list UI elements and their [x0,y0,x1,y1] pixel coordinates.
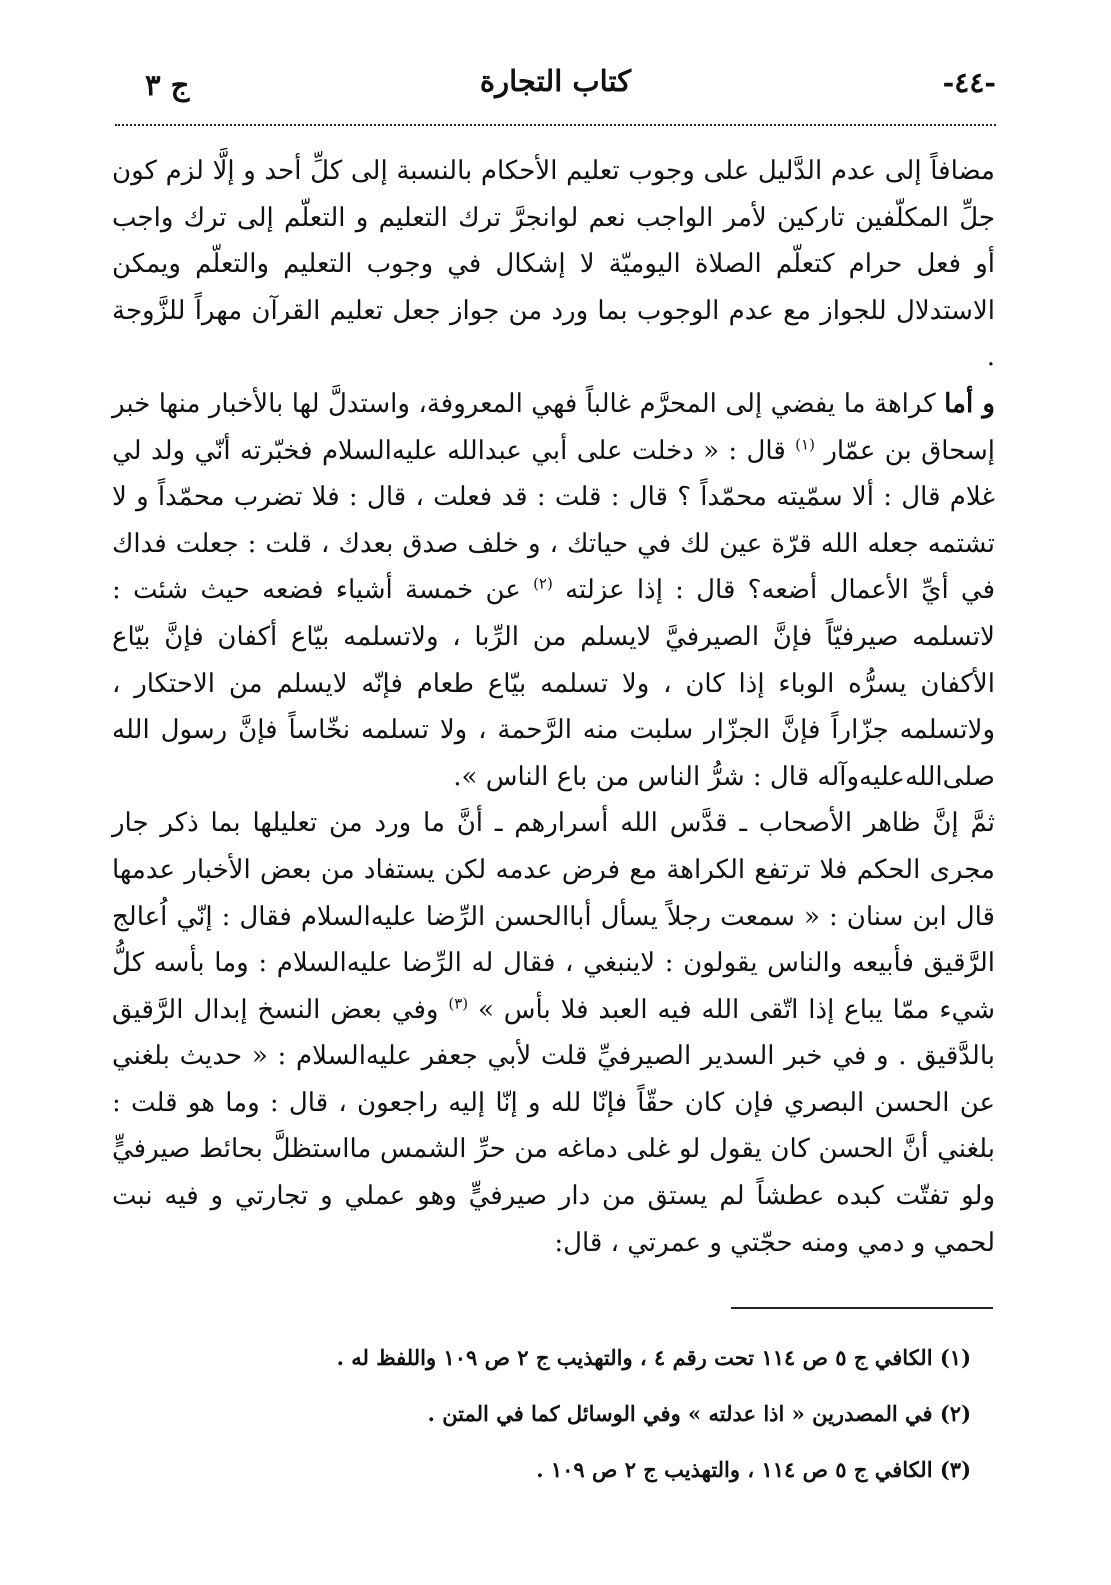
footnote-ref-3: (٣) [448,994,469,1013]
paragraph-2-part-b: قال : « دخلت على أبي عبدالله عليه‌السلام فخبّرته أنّي ولد لي غلام قال : ألا سمّيته محمّداً ؟ قال : قلت : قد فعلت ، قال : فلا تضرب محمّداً و لا تشتمه جعله الله قرّة عين لك في حياتك ، و خلف صدق بعدك ، قلت : جعلت فداك في أيِّ الأعمال أضعه؟ قال : إذا عزلته [112,435,996,606]
book-title: كتاب التجارة [479,64,632,98]
paragraph-3 [112,800,995,1266]
footnotes [112,1330,971,1498]
paragraph-2-part-c: عن خمسة أشياء فضعه حيث شئت : لاتسلمه صيرفيّاً فإنَّ الصيرفيَّ لايسلم من الرِّبا ، ولاتسلمه بيّاع أكفان فإنَّ بيّاع الأكفان يسرُّه الوباء إذا كان ، ولا تسلمه بيّاع طعام فإنّه لايسلم من الاحتكار ، ولاتسلمه جزّاراً فإنَّ الجزّار سلبت منه الرَّحمة ، ولا تسلمه نخّاساً فإنَّ رسول الله صلى‌الله‌عليه‌وآله قال : شرُّ الناس من باع الناس ». [112,575,995,792]
footnote-3: (٣) الكافي ج ٥ ص ١١٤ ، والتهذيب ج ٢ ص ١٠٩ . [536,1457,971,1482]
paragraph-3-part-b: وفي بعض النسخ إبدال الرَّقيق بالدَّقيق . و في خبر السدير الصيرفيِّ قلت لأبي جعفر عليه‌السلام : « حديث بلغني عن الحسن البصري فإن كان حقّاً فإنّا لله و إنّا إليه راجعون ، قال : وما هو قلت : بلغني أنَّ الحسن كان يقول لو غلى دماغه من حرِّ الشمس مااستظلَّ بحائط صيرفيٍّ ولو تفتّت كبده عطشاً لم يستق من دار صيرفيٍّ وهو عملي و تجارتي و فيه نبت لحمي و دمي ومنه حجّتي و عمرتي ، قال: [112,994,995,1258]
paragraph-1: مضافاً إلى عدم الدَّليل على وجوب تعليم الأحكام بالنسبة إلى كلِّ أحد و إلَّا لزم كون جلِّ المكلّفين تاركين لأمر الواجب نعم لوانجرَّ ترك التعليم و التعلّم إلى ترك واجب أو فعل حرام كتعلّم الصلاة اليوميّة لا إشكال في وجوب التعليم والتعلّم ويمكن الاستدلال للجواز مع عدم الوجوب بما ورد من جواز جعل تعليم القرآن مهراً للزَّوجة . [112,156,995,373]
paragraph-2 [112,381,995,800]
paragraph-lead: و أما [944,388,995,419]
paragraph-3-part-a: ثمَّ إنَّ ظاهر الأصحاب ـ قدَّس الله أسرارهم ـ أنَّ ما ورد من تعليلها بما ذكر جار مجرى الحكم فلا ترتفع الكراهة مع فرض عدمه لكن يستفاد من بعض الأخبار عدمها قال ابن سنان : « سمعت رجلاً يسأل أباالحسن الرِّضا عليه‌السلام فقال : إنّي اُعالج الرَّقيق فأبيعه والناس يقولون : لاينبغي ، فقال له الرِّضا عليه‌السلام : وما بأسه كلُّ شيء ممّا يباع إذا اتّقى الله فيه العبد فلا بأس » [112,808,996,1025]
volume-label: ج ٣ [145,68,190,102]
footnote-1: (١) الكافي ج ٥ ص ١١٤ تحت رقم ٤ ، والتهذيب ج ٢ ص ١٠٩ واللفظ له . [336,1345,971,1370]
footnote-separator [731,1307,993,1309]
paragraph-2-part-a: كراهة ما يفضي إلى المحرَّم غالباً فهي المعروفة، واستدلَّ لها بالأخبار منها خبر إسحاق بن عمّار [112,388,996,466]
page-header [115,60,996,110]
footnote-ref-1: (١) [795,434,815,453]
footnote-2: (٢) في المصدرين « اذا عدلته » وفي الوسائل كما في المتن . [427,1401,971,1426]
header-dotted-rule [115,124,996,126]
footnote-ref-2: (٢) [533,574,553,593]
page-number: -٤٤- [942,66,996,99]
main-text [112,148,995,1266]
